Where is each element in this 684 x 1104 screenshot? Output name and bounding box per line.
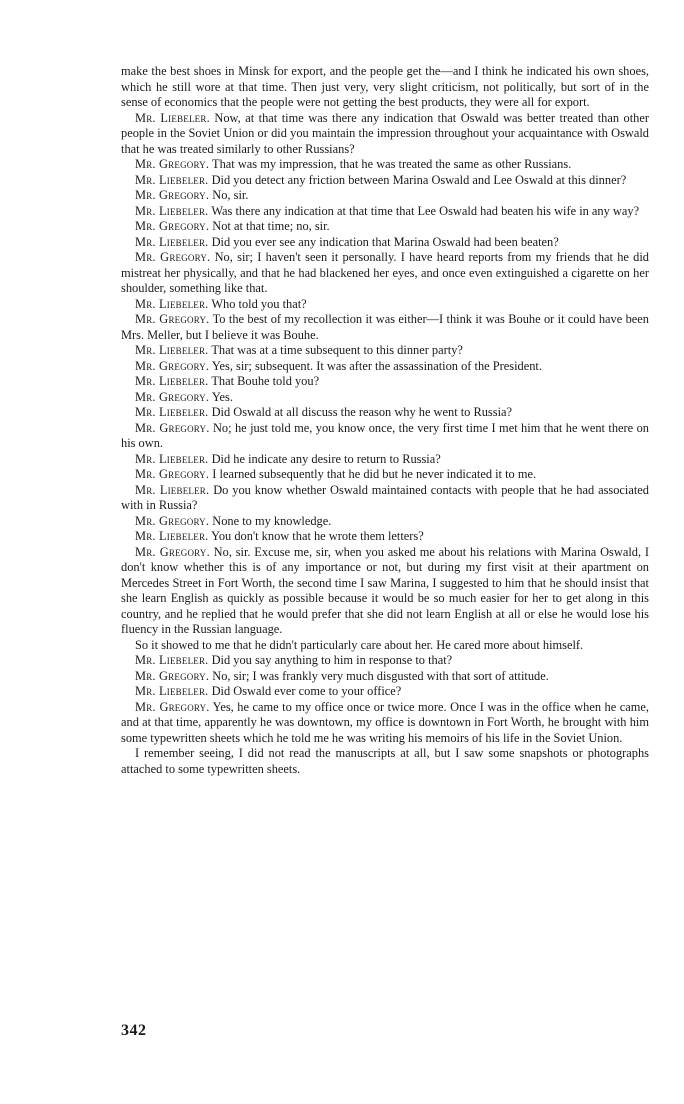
paragraph-text: Yes, he came to my office once or twice more. Once I was in the office when he came, and at that time, apparently he was downtown, my office is downtown in Fort Worth, he brought with him some typewritten sheets which he told me he was writing his memoirs of his life in the Soviet Union. [121, 699, 649, 745]
testimony-paragraph [121, 684, 649, 700]
testimony-paragraph [121, 421, 649, 452]
speaker-label: Mr. Gregory. [135, 513, 210, 528]
speaker-label: Mr. Liebeler. [135, 203, 209, 218]
testimony-paragraph [121, 545, 649, 638]
paragraph-text: No, sir; I was frankly very much disgusted with that sort of attitude. [212, 668, 549, 683]
paragraph-text: To the best of my recollection it was either—I think it was Bouhe or it could have been Mrs. Meller, but I believe it was Bouhe. [121, 312, 649, 342]
speaker-label: Mr. Gregory. [135, 188, 210, 202]
speaker-label: Mr. Liebeler. [135, 234, 209, 249]
paragraph-text: Was there any indication at that time that Lee Oswald had beaten his wife in any way? [211, 203, 640, 218]
testimony-paragraph [121, 638, 649, 654]
paragraph-text: Yes, sir; subsequent. It was after the assassination of the President. [211, 358, 542, 373]
speaker-label: Mr. Liebeler. [135, 684, 209, 698]
paragraph-text: Not at that time; no, sir. [212, 219, 330, 233]
testimony-paragraph [121, 343, 649, 359]
speaker-label: Mr. Liebeler. [135, 172, 209, 187]
testimony-paragraph [121, 235, 649, 251]
speaker-label: Mr. Gregory. [135, 219, 210, 233]
paragraph-text: That was my impression, that he was treated the same as other Russians. [212, 157, 572, 171]
paragraph-text: Did you say anything to him in response to that? [211, 653, 453, 667]
paragraph-text: Do you know whether Oswald maintained contacts with people that he had associated with in Russia? [121, 482, 649, 512]
testimony-paragraph [121, 297, 649, 313]
paragraph-text: No, sir. [212, 188, 249, 202]
paragraph-text: Did you ever see any indication that Marina Oswald had been beaten? [211, 234, 559, 249]
speaker-label: Mr. Gregory. [135, 312, 210, 326]
paragraph-text: Did Oswald at all discuss the reason why he went to Russia? [211, 405, 513, 419]
testimony-paragraph [121, 64, 649, 111]
paragraph-text: Did he indicate any desire to return to Russia? [211, 451, 441, 466]
testimony-paragraph [121, 529, 649, 545]
testimony-paragraph [121, 467, 649, 483]
testimony-body [121, 64, 649, 777]
paragraph-text: Who told you that? [211, 296, 307, 311]
testimony-paragraph [121, 405, 649, 421]
paragraph-text: Did Oswald ever come to your office? [211, 684, 402, 698]
speaker-label: Mr. Gregory. [135, 420, 210, 435]
testimony-paragraph [121, 653, 649, 669]
testimony-paragraph [121, 188, 649, 204]
speaker-label: Mr. Liebeler. [135, 343, 209, 357]
paragraph-text: I remember seeing, I did not read the manuscripts at all, but I saw some snapshots or photographs attached to some typewritten sheets. [121, 746, 649, 776]
speaker-label: Mr. Gregory. [135, 358, 210, 373]
paragraph-text: Did you detect any friction between Marina Oswald and Lee Oswald at this dinner? [211, 172, 627, 187]
speaker-label: Mr. Liebeler. [135, 529, 209, 543]
testimony-paragraph [121, 514, 649, 530]
paragraph-text: No; he just told me, you know once, the very first time I met him that he went there on his own. [121, 420, 649, 450]
speaker-label: Mr. Gregory. [135, 250, 211, 264]
speaker-label: Mr. Liebeler. [135, 451, 209, 466]
speaker-label: Mr. Gregory. [135, 157, 210, 171]
paragraph-text: Yes. [211, 389, 233, 404]
testimony-paragraph [121, 746, 649, 777]
paragraph-text: That was at a time subsequent to this dinner party? [211, 343, 463, 357]
paragraph-text: So it showed to me that he didn't particularly care about her. He cared more about himself. [135, 637, 584, 652]
testimony-paragraph [121, 250, 649, 297]
testimony-paragraph [121, 111, 649, 158]
testimony-paragraph [121, 669, 649, 685]
page-number: 342 [121, 1022, 147, 1039]
speaker-label: Mr. Liebeler. [135, 482, 210, 497]
paragraph-text: None to my knowledge. [212, 513, 332, 528]
paragraph-text: No, sir. Excuse me, sir, when you asked me about his relations with Marina Oswald, I don't know whether this is of any importance or not, but during my first visit at their apartment on Mercedes Street in Fort Worth, the second time I saw Marina, I suggested to him that he should insist that she learn English as quickly as possible because it would be so much easier for her to get along in this country, and he replied that he would prefer that she did not learn English at all or else he would lose his fluency in the Russian language. [121, 544, 649, 636]
speaker-label: Mr. Gregory. [135, 389, 210, 404]
testimony-paragraph [121, 700, 649, 747]
testimony-paragraph [121, 452, 649, 468]
testimony-paragraph [121, 157, 649, 173]
speaker-label: Mr. Gregory. [135, 699, 210, 714]
paragraph-text: I learned subsequently that he did but he never indicated it to me. [212, 467, 537, 481]
speaker-label: Mr. Liebeler. [135, 405, 209, 419]
speaker-label: Mr. Liebeler. [135, 110, 210, 125]
speaker-label: Mr. Liebeler. [135, 296, 209, 311]
speaker-label: Mr. Gregory. [135, 668, 210, 683]
testimony-paragraph [121, 374, 649, 390]
testimony-paragraph [121, 219, 649, 235]
paragraph-text: make the best shoes in Minsk for export, and the people get the—and I think he indicated his own shoes, which he still wore at that time. Then just very, very slight criticism, not politically, but sort of in the sense of economics that the people were not getting the best products, they were all for export. [121, 64, 649, 109]
testimony-paragraph [121, 359, 649, 375]
testimony-paragraph [121, 390, 649, 406]
speaker-label: Mr. Liebeler. [135, 374, 209, 388]
testimony-paragraph [121, 483, 649, 514]
speaker-label: Mr. Gregory. [135, 544, 210, 559]
paragraph-text: You don't know that he wrote them letters? [211, 529, 424, 543]
speaker-label: Mr. Liebeler. [135, 653, 209, 667]
paragraph-text: Now, at that time was there any indication that Oswald was better treated than other people in the Soviet Union or did you maintain the impression throughout your acquaintance with Oswald that he was treated similarly to other Russians? [121, 110, 649, 156]
paragraph-text: That Bouhe told you? [211, 374, 320, 388]
testimony-paragraph [121, 173, 649, 189]
speaker-label: Mr. Gregory. [135, 467, 210, 481]
testimony-paragraph [121, 204, 649, 220]
paragraph-text: No, sir; I haven't seen it personally. I have heard reports from my friends that he did mistreat her physically, and that he had blackened her eyes, and once even extinguished a cigarette on her shoulder, something like that. [121, 250, 649, 295]
testimony-paragraph [121, 312, 649, 343]
